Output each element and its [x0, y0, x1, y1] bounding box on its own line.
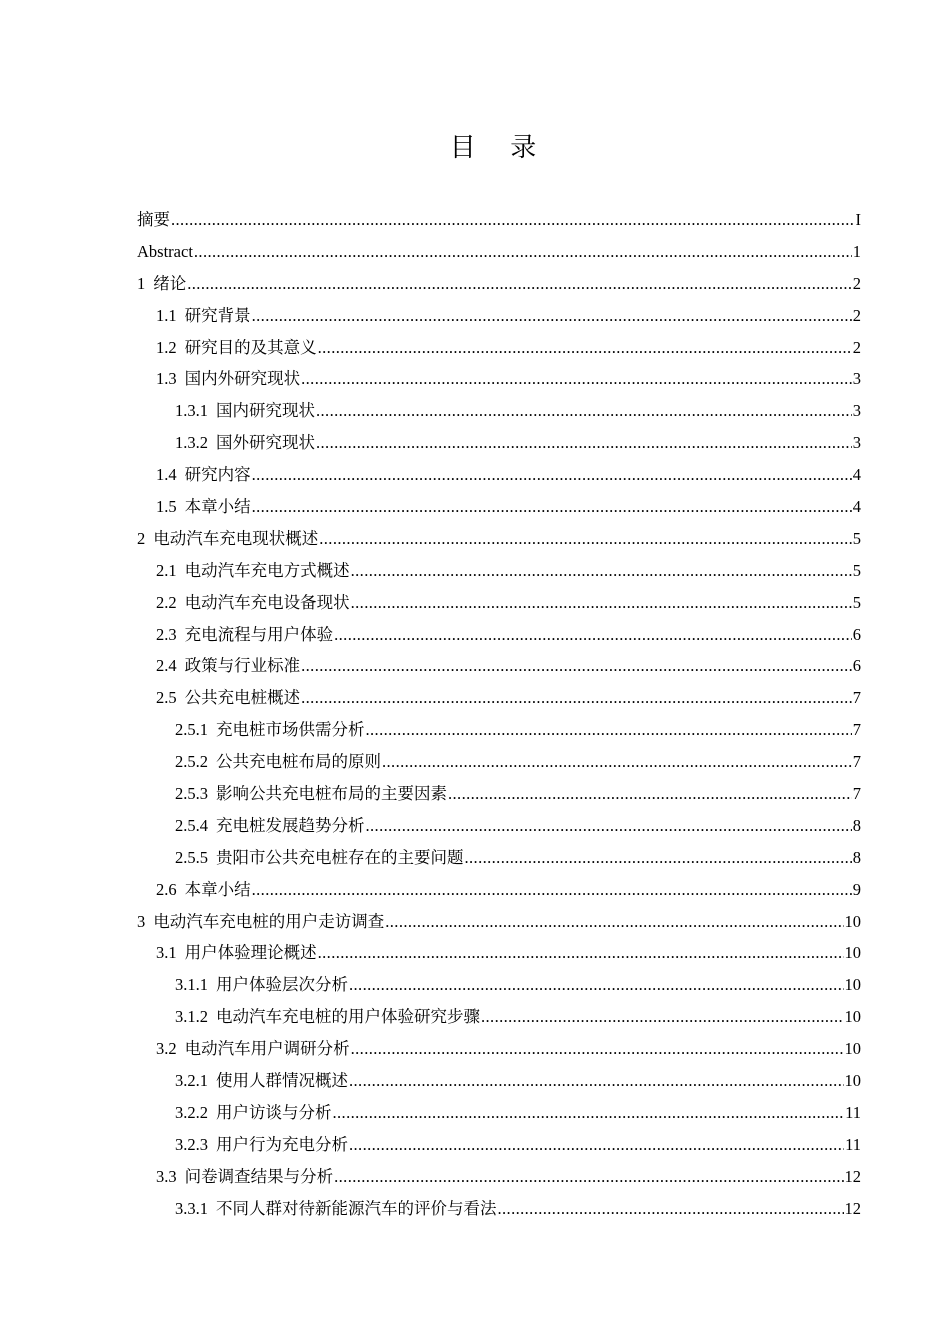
- toc-dot-leader: [316, 395, 852, 427]
- toc-entry[interactable]: [137, 906, 861, 938]
- toc-entry[interactable]: [137, 650, 861, 682]
- toc-entry-page-number: 5: [852, 528, 861, 548]
- toc-dot-leader: [252, 459, 852, 491]
- toc-entry-number: 3.3.1: [175, 1198, 208, 1218]
- toc-entry[interactable]: [137, 1129, 861, 1161]
- page-title: 目 录: [449, 133, 551, 162]
- toc-entry-page-number: 10: [844, 1071, 861, 1091]
- toc-entry-number: 2.1: [156, 560, 177, 580]
- toc-entry-page-number: 7: [852, 784, 861, 804]
- toc-entry[interactable]: [137, 714, 861, 746]
- toc-entry-title: Abstract: [137, 241, 193, 261]
- toc-entry[interactable]: [137, 682, 861, 714]
- toc-entry-page-number: 3: [852, 369, 861, 389]
- toc-entry-title: 充电桩发展趋势分析: [216, 815, 365, 835]
- toc-entry-page-number: 2: [852, 273, 861, 293]
- toc-dot-leader: [171, 204, 855, 236]
- toc-entry-page-number: 7: [852, 752, 861, 772]
- toc-dot-leader: [301, 650, 852, 682]
- toc-entry-number: 1.3.1: [175, 401, 208, 421]
- toc-entry[interactable]: [137, 969, 861, 1001]
- toc-entry-number: 1.5: [156, 497, 177, 517]
- toc-entry[interactable]: [137, 1097, 861, 1129]
- toc-entry-title: 本章小结: [184, 497, 251, 517]
- toc-dot-leader: [319, 523, 852, 555]
- toc-entry-title: 电动汽车充电设备现状: [184, 592, 350, 612]
- toc-entry-title: 本章小结: [184, 879, 251, 899]
- table-of-contents: [137, 204, 861, 1225]
- toc-entry-page-number: 12: [844, 1198, 861, 1218]
- toc-dot-leader: [334, 1161, 843, 1193]
- toc-entry-title: 用户体验理论概述: [184, 943, 317, 963]
- toc-entry-page-number: 3: [852, 433, 861, 453]
- toc-entry-number: 3.1.1: [175, 975, 208, 995]
- toc-dot-leader: [465, 842, 852, 874]
- toc-dot-leader: [385, 906, 843, 938]
- toc-dot-leader: [194, 236, 852, 268]
- toc-entry-number: 2.5.1: [175, 720, 208, 740]
- toc-entry-number: 2.2: [156, 592, 177, 612]
- toc-entry-page-number: 3: [852, 401, 861, 421]
- toc-entry[interactable]: [137, 459, 861, 491]
- toc-entry-title: 国内研究现状: [216, 401, 315, 421]
- toc-entry-title: 政策与行业标准: [184, 656, 301, 676]
- toc-entry-number: 1.1: [156, 305, 177, 325]
- toc-entry-page-number: 2: [852, 305, 861, 325]
- toc-entry-title: 充电桩市场供需分析: [216, 720, 365, 740]
- toc-entry-page-number: 7: [852, 720, 861, 740]
- toc-entry-number: 2.5: [156, 688, 177, 708]
- toc-entry-number: 2.5.3: [175, 784, 208, 804]
- toc-entry-page-number: 4: [852, 497, 861, 517]
- toc-entry-page-number: 10: [844, 943, 861, 963]
- toc-entry-page-number: 8: [852, 815, 861, 835]
- toc-dot-leader: [366, 714, 852, 746]
- toc-entry-page-number: 1: [852, 241, 861, 261]
- toc-entry[interactable]: [137, 587, 861, 619]
- toc-entry-page-number: 5: [852, 560, 861, 580]
- toc-entry-title: 电动汽车充电现状概述: [153, 528, 319, 548]
- toc-entry-title: 研究内容: [184, 465, 251, 485]
- toc-entry[interactable]: [137, 810, 861, 842]
- toc-dot-leader: [252, 300, 852, 332]
- toc-entry-title: 用户行为充电分析: [216, 1134, 348, 1154]
- toc-entry-page-number: 10: [844, 1007, 861, 1027]
- toc-entry-number: 3.3: [156, 1166, 177, 1186]
- toc-entry[interactable]: [137, 1161, 861, 1193]
- toc-dot-leader: [252, 874, 852, 906]
- toc-entry-title: 贵阳市公共充电桩存在的主要问题: [216, 847, 464, 867]
- toc-entry-number: 2.4: [156, 656, 177, 676]
- toc-entry-number: 2.5.2: [175, 752, 208, 772]
- toc-dot-leader: [349, 1065, 844, 1097]
- toc-entry-number: 3.1.2: [175, 1007, 208, 1027]
- toc-entry-title: 电动汽车充电方式概述: [184, 560, 350, 580]
- toc-entry-page-number: 10: [844, 911, 861, 931]
- toc-entry[interactable]: [137, 746, 861, 778]
- toc-entry[interactable]: [137, 395, 861, 427]
- toc-entry[interactable]: [137, 1001, 861, 1033]
- toc-entry-number: 1.2: [156, 337, 177, 357]
- toc-entry-page-number: 6: [852, 656, 861, 676]
- toc-entry-number: 3: [137, 911, 146, 931]
- toc-entry-title: 摘要: [137, 210, 170, 229]
- toc-dot-leader: [498, 1193, 844, 1225]
- toc-entry-number: 3.2.3: [175, 1134, 208, 1154]
- toc-entry[interactable]: [137, 332, 861, 364]
- toc-entry[interactable]: [137, 427, 861, 459]
- toc-entry-title: 国内外研究现状: [184, 369, 301, 389]
- toc-entry[interactable]: [137, 619, 861, 651]
- toc-entry-number: 3.2: [156, 1039, 177, 1059]
- toc-entry-page-number: 5: [852, 592, 861, 612]
- toc-entry-title: 用户体验层次分析: [216, 975, 348, 995]
- toc-entry-title: 使用人群情况概述: [216, 1071, 348, 1091]
- toc-dot-leader: [351, 555, 852, 587]
- toc-dot-leader: [316, 427, 852, 459]
- toc-dot-leader: [351, 1033, 844, 1065]
- toc-dot-leader: [349, 969, 844, 1001]
- toc-entry-page-number: 10: [844, 1039, 861, 1059]
- toc-dot-leader: [351, 587, 852, 619]
- toc-entry-title: 研究目的及其意义: [184, 337, 317, 357]
- toc-entry-title: 研究背景: [184, 305, 251, 325]
- toc-dot-leader: [318, 332, 852, 364]
- toc-entry-page-number: 2: [852, 337, 861, 357]
- toc-entry-title: 影响公共充电桩布局的主要因素: [216, 784, 447, 804]
- toc-dot-leader: [481, 1001, 844, 1033]
- toc-dot-leader: [187, 268, 852, 300]
- toc-entry[interactable]: [137, 236, 861, 268]
- toc-entry-page-number: 10: [844, 975, 861, 995]
- toc-entry-number: 2.5.4: [175, 815, 208, 835]
- toc-dot-leader: [382, 746, 852, 778]
- toc-dot-leader: [301, 682, 852, 714]
- toc-entry-title: 公共充电桩概述: [184, 688, 301, 708]
- toc-entry[interactable]: [137, 204, 861, 236]
- toc-dot-leader: [301, 363, 852, 395]
- toc-entry-title: 电动汽车充电桩的用户走访调查: [153, 911, 385, 931]
- toc-entry-title: 不同人群对待新能源汽车的评价与看法: [216, 1198, 497, 1218]
- toc-entry-number: 1.3.2: [175, 433, 208, 453]
- toc-entry-number: 2.5.5: [175, 847, 208, 867]
- toc-entry-page-number: 6: [852, 624, 861, 644]
- toc-dot-leader: [333, 1097, 845, 1129]
- toc-entry[interactable]: [137, 363, 861, 395]
- toc-entry-page-number: I: [855, 210, 861, 229]
- toc-entry-page-number: 9: [852, 879, 861, 899]
- toc-entry[interactable]: [137, 874, 861, 906]
- toc-entry-title: 国外研究现状: [216, 433, 315, 453]
- toc-entry-title: 充电流程与用户体验: [184, 624, 334, 644]
- toc-entry-page-number: 4: [852, 465, 861, 485]
- toc-entry-number: 1: [137, 273, 146, 293]
- toc-dot-leader: [334, 619, 852, 651]
- toc-entry-title: 电动汽车充电桩的用户体验研究步骤: [216, 1007, 480, 1027]
- toc-entry-title: 电动汽车用户调研分析: [184, 1039, 350, 1059]
- toc-entry[interactable]: [137, 1033, 861, 1065]
- toc-dot-leader: [252, 491, 852, 523]
- toc-entry-page-number: 12: [844, 1166, 861, 1186]
- toc-entry[interactable]: [137, 937, 861, 969]
- toc-entry-number: 3.2.2: [175, 1102, 208, 1122]
- toc-entry-title: 用户访谈与分析: [216, 1102, 332, 1122]
- toc-entry[interactable]: [137, 555, 861, 587]
- toc-entry-title: 公共充电桩布局的原则: [216, 752, 381, 772]
- toc-entry-page-number: 11: [845, 1102, 861, 1122]
- toc-entry-number: 1.4: [156, 465, 177, 485]
- toc-entry-page-number: 11: [845, 1134, 861, 1154]
- toc-dot-leader: [349, 1129, 844, 1161]
- toc-entry-title: 问卷调查结果与分析: [184, 1166, 334, 1186]
- toc-entry[interactable]: [137, 491, 861, 523]
- toc-entry-number: 3.2.1: [175, 1071, 208, 1091]
- toc-dot-leader: [448, 778, 852, 810]
- toc-entry[interactable]: [137, 268, 861, 300]
- toc-entry[interactable]: [137, 1193, 861, 1225]
- toc-entry-number: 2.6: [156, 879, 177, 899]
- toc-entry-page-number: 8: [852, 847, 861, 867]
- toc-entry-number: 2: [137, 528, 146, 548]
- toc-entry-number: 3.1: [156, 943, 177, 963]
- toc-dot-leader: [318, 937, 844, 969]
- toc-entry-title: 绪论: [153, 273, 187, 293]
- toc-entry[interactable]: [137, 523, 861, 555]
- toc-entry[interactable]: [137, 300, 861, 332]
- toc-dot-leader: [366, 810, 852, 842]
- toc-entry-page-number: 7: [852, 688, 861, 708]
- toc-entry-number: 2.3: [156, 624, 177, 644]
- toc-entry[interactable]: [137, 1065, 861, 1097]
- toc-entry[interactable]: [137, 842, 861, 874]
- toc-entry-number: 1.3: [156, 369, 177, 389]
- toc-entry[interactable]: [137, 778, 861, 810]
